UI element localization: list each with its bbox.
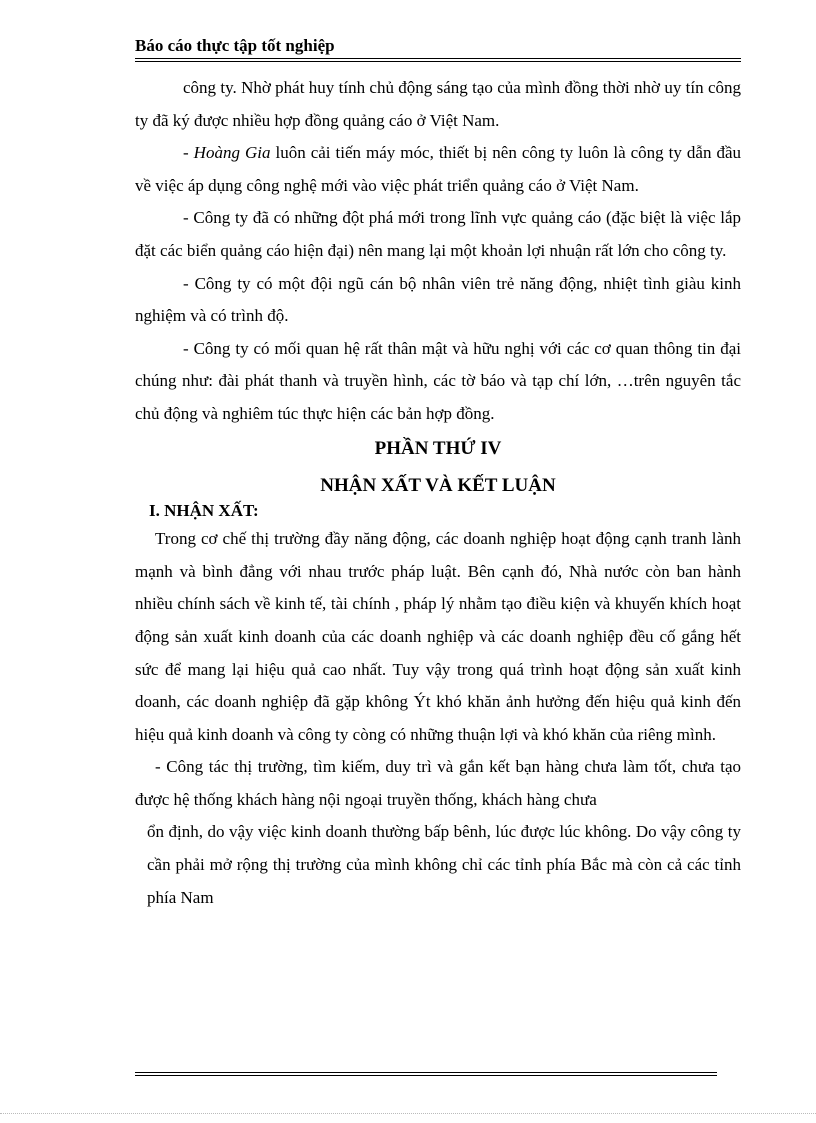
paragraph: - Công ty có mối quan hệ rất thân mật và hữu nghị với các cơ quan thông tin đại chúng như: đài phát thanh và truyền hình, các tờ báo và tạp chí lớn, …trên nguyên tắc chủ động và nghiêm túc thực hiện các bản hợp đồng. <box>135 338 741 423</box>
document-body <box>135 72 741 914</box>
paragraph: công ty. Nhờ phát huy tính chủ động sáng tạo của mình đồng thời nhờ uy tín công ty đã ký được nhiều hợp đồng quảng cáo ở Việt Nam. <box>135 78 741 130</box>
page-bottom-border <box>0 1113 816 1114</box>
section-heading: I. NHẬN XẤT: <box>149 501 259 521</box>
part-subtitle: NHẬN XẤT VÀ KẾT LUẬN <box>320 475 556 497</box>
page-header-title: Báo cáo thực tập tốt nghiệp <box>135 36 335 55</box>
paragraph <box>135 137 741 202</box>
paragraph-prefix: - <box>183 143 194 163</box>
header-divider <box>135 58 741 62</box>
company-name: Hoàng Gia <box>193 143 271 163</box>
paragraph: ổn định, do vậy việc kinh doanh thường bấp bênh, lúc được lúc không. Do vậy công ty cần phải mở rộng thị trường của mình không chỉ các tỉnh phía Bắc mà còn cả các tỉnh phía Nam <box>147 822 741 907</box>
paragraph: Trong cơ chế thị trường đầy năng động, các doanh nghiệp hoạt động cạnh tranh lành mạnh và bình đẳng với nhau trước pháp luật. Bên cạnh đó, Nhà nước còn ban hành nhiều chính sách về kinh tế, tài chính , pháp lý nhằm tạo điều kiện và khuyến khích hoạt động sản xuất kinh doanh của các doanh nghiệp và các doanh nghiệp đều cố gắng hết sức để mang lại hiệu quả cao nhất. Tuy vậy trong quá trình hoạt động sản xuất kinh doanh, các doanh nghiệp đã gặp không Ýt khó khăn ảnh hưởng đến hiệu quả kinh đến hiệu quả kinh doanh và công ty còng có những thuận lợi và khó khăn của riêng mình. <box>135 529 741 744</box>
paragraph: - Công ty có một đội ngũ cán bộ nhân viên trẻ năng động, nhiệt tình giàu kinh nghiệm và có trình độ. <box>135 273 741 326</box>
footer-divider <box>135 1072 717 1076</box>
paragraph: - Công ty đã có những đột phá mới trong lĩnh vực quảng cáo (đặc biệt là việc lắp đặt các biển quảng cáo hiện đại) nên mang lại một khoản lợi nhuận rất lớn cho công ty. <box>135 208 741 260</box>
part-title: PHẦN THỨ IV <box>374 437 502 459</box>
paragraph: - Công tác thị trường, tìm kiếm, duy trì và gắn kết bạn hàng chưa làm tốt, chưa tạo được hệ thống khách hàng nội ngoại truyền thống, khách hàng chưa <box>135 757 741 809</box>
paragraph-text: luôn cải tiến máy móc, thiết bị nên công ty luôn là công ty dẫn đầu về việc áp dụng công nghệ mới vào việc phát triển quảng cáo ở Việt Nam. <box>135 143 741 195</box>
